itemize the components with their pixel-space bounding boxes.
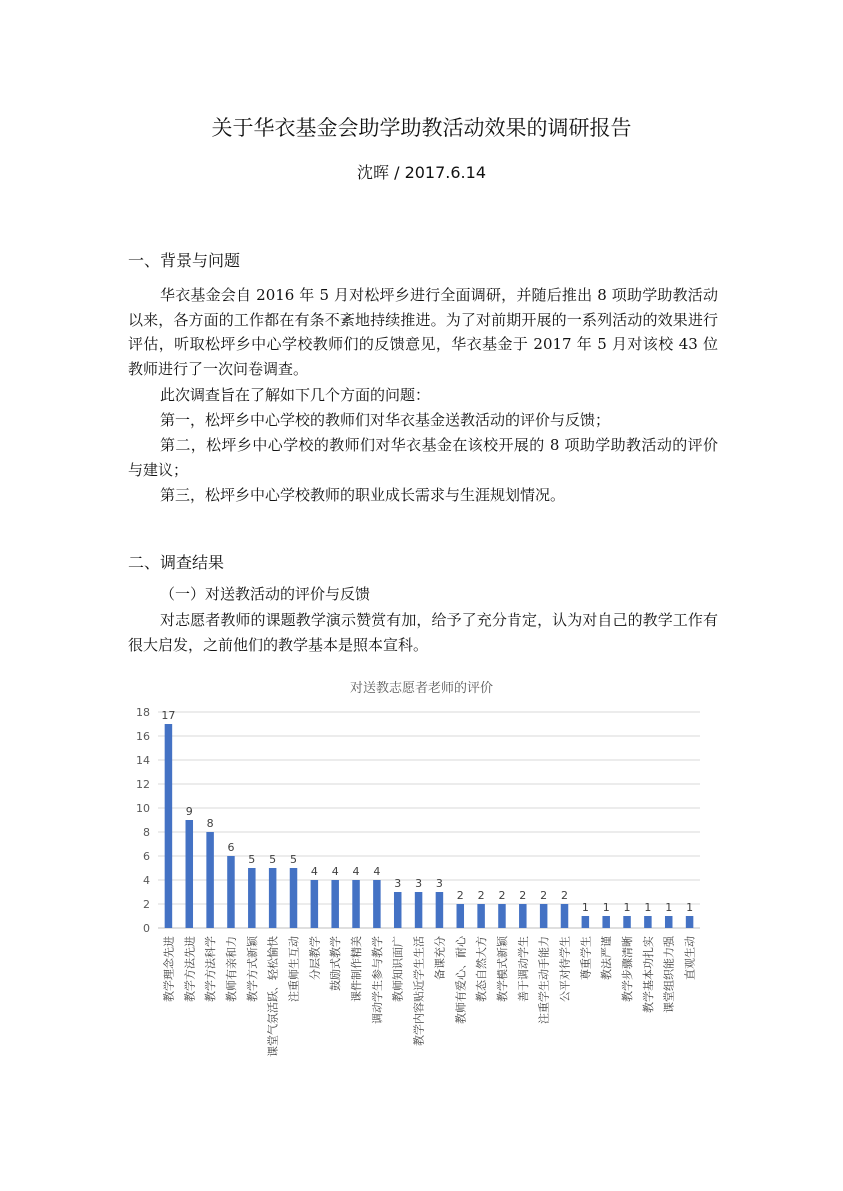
bar — [227, 856, 235, 928]
bar — [582, 916, 590, 928]
category-label: 教学模式新颖 — [495, 936, 509, 1002]
category-label: 课堂组织能力强 — [662, 936, 676, 1013]
category-label: 教师有亲和力 — [224, 936, 238, 1002]
y-tick-label: 4 — [143, 874, 150, 887]
data-label: 2 — [519, 889, 527, 902]
category-label: 注重学生动手能力 — [537, 936, 551, 1024]
category-label: 备课充分 — [433, 936, 447, 980]
data-label: 4 — [331, 865, 339, 878]
category-label: 教师有爱心、耐心 — [454, 936, 468, 1024]
category-label: 教学方法科学 — [204, 936, 218, 1002]
category-label: 公平对待学生 — [558, 936, 572, 1002]
data-label: 3 — [415, 877, 423, 890]
bar — [623, 916, 631, 928]
section-1-paragraph-3: 第一，松坪乡中心学校的教师们对华衣基金送教活动的评价与反馈； — [160, 411, 611, 429]
category-label: 教学内容贴近学生生活 — [412, 936, 426, 1046]
section-2-subheading: （一）对送教活动的评价与反馈 — [160, 585, 371, 603]
section-1-paragraph-4: 第二，松坪乡中心学校的教师们对华衣基金在该校开展的 8 项助学助教活动的评价与建议； — [128, 436, 718, 479]
category-label: 课件制作精美 — [350, 936, 364, 1002]
data-label: 2 — [498, 889, 506, 902]
category-label: 教学步骤清晰 — [621, 936, 635, 1002]
y-tick-label: 8 — [143, 826, 150, 839]
bar — [665, 916, 673, 928]
section-1-heading: 一、背景与问题 — [128, 251, 241, 270]
data-label: 6 — [227, 841, 235, 854]
bar — [477, 904, 485, 928]
bar — [352, 880, 360, 928]
section-1-paragraph-1: 华衣基金会自 2016 年 5 月对松坪乡进行全面调研，并随后推出 8 项助学助教活动以来，各方面的工作都在有条不紊地持续推进。为了对前期开展的一系列活动的效果进行评估，听取松坪乡中心学校教师们的反馈意见，华衣基金于 2017 年 5 月对该校 43 位教师进行了一次问卷调查。 — [128, 286, 718, 378]
bar — [311, 880, 319, 928]
bar — [269, 868, 277, 928]
bar — [519, 904, 527, 928]
data-label: 1 — [602, 901, 610, 914]
bar — [373, 880, 381, 928]
data-label: 17 — [161, 709, 176, 722]
bar — [540, 904, 548, 928]
bar — [165, 724, 173, 928]
bar — [561, 904, 569, 928]
bar — [206, 832, 214, 928]
data-label: 1 — [623, 901, 631, 914]
bar — [498, 904, 506, 928]
category-label: 教学方式新颖 — [245, 936, 259, 1002]
category-label: 教学理念先进 — [162, 936, 176, 1002]
data-label: 1 — [686, 901, 694, 914]
y-tick-label: 14 — [136, 754, 150, 767]
category-label: 注重师生互动 — [287, 936, 301, 1002]
category-label: 教态自然大方 — [475, 936, 489, 1002]
section-1-paragraph-5: 第三，松坪乡中心学校教师的职业成长需求与生涯规划情况。 — [160, 486, 566, 504]
data-label: 2 — [540, 889, 548, 902]
data-label: 2 — [477, 889, 485, 902]
data-label: 5 — [248, 853, 256, 866]
category-label: 直观生动 — [683, 936, 697, 980]
y-tick-label: 6 — [143, 850, 150, 863]
y-tick-label: 16 — [136, 730, 150, 743]
data-label: 4 — [373, 865, 381, 878]
data-label: 3 — [394, 877, 402, 890]
bar — [394, 892, 402, 928]
category-label: 教师知识面广 — [391, 936, 405, 1002]
bar — [186, 820, 194, 928]
data-label: 5 — [269, 853, 277, 866]
bar — [602, 916, 610, 928]
bar — [290, 868, 298, 928]
author-date: 沈晖 / 2017.6.14 — [357, 163, 486, 182]
category-label: 教法严谨 — [600, 936, 614, 980]
section-1-paragraph-2: 此次调查旨在了解如下几个方面的问题： — [160, 386, 431, 404]
bar — [644, 916, 652, 928]
data-label: 5 — [290, 853, 297, 866]
data-label: 2 — [456, 889, 464, 902]
bar — [436, 892, 444, 928]
category-label: 课堂气氛活跃、轻松愉快 — [266, 936, 280, 1057]
y-tick-label: 10 — [136, 802, 150, 815]
category-label: 善于调动学生 — [516, 936, 530, 1002]
y-tick-label: 2 — [143, 898, 150, 911]
data-label: 1 — [644, 901, 652, 914]
bar — [331, 880, 339, 928]
data-label: 8 — [206, 817, 214, 830]
data-label: 4 — [352, 865, 360, 878]
category-label: 教学方法先进 — [183, 936, 197, 1002]
bar — [248, 868, 256, 928]
category-label: 调动学生参与教学 — [370, 936, 384, 1024]
data-label: 3 — [435, 877, 443, 890]
y-tick-label: 12 — [136, 778, 150, 791]
category-label: 鼓励式教学 — [329, 936, 343, 991]
bar — [457, 904, 465, 928]
data-label: 4 — [310, 865, 318, 878]
category-label: 尊重学生 — [579, 936, 593, 980]
section-2-paragraph-1: 对志愿者教师的课题教学演示赞赏有加，给予了充分肯定，认为对自己的教学工作有很大启发，之前他们的教学基本是照本宣科。 — [128, 611, 718, 654]
data-label: 1 — [665, 901, 673, 914]
bar — [686, 916, 694, 928]
chart-title: 对送教志愿者老师的评价 — [349, 681, 493, 696]
y-tick-label: 18 — [136, 706, 150, 719]
data-label: 9 — [185, 805, 193, 818]
bar — [415, 892, 423, 928]
category-label: 分层教学 — [308, 936, 322, 980]
category-label: 教学基本功扎实 — [641, 936, 655, 1013]
data-label: 1 — [581, 901, 589, 914]
data-label: 2 — [561, 889, 568, 902]
document-title: 关于华衣基金会助学助教活动效果的调研报告 — [211, 116, 632, 140]
y-tick-label: 0 — [143, 922, 150, 935]
section-2-heading: 二、调查结果 — [128, 553, 225, 572]
